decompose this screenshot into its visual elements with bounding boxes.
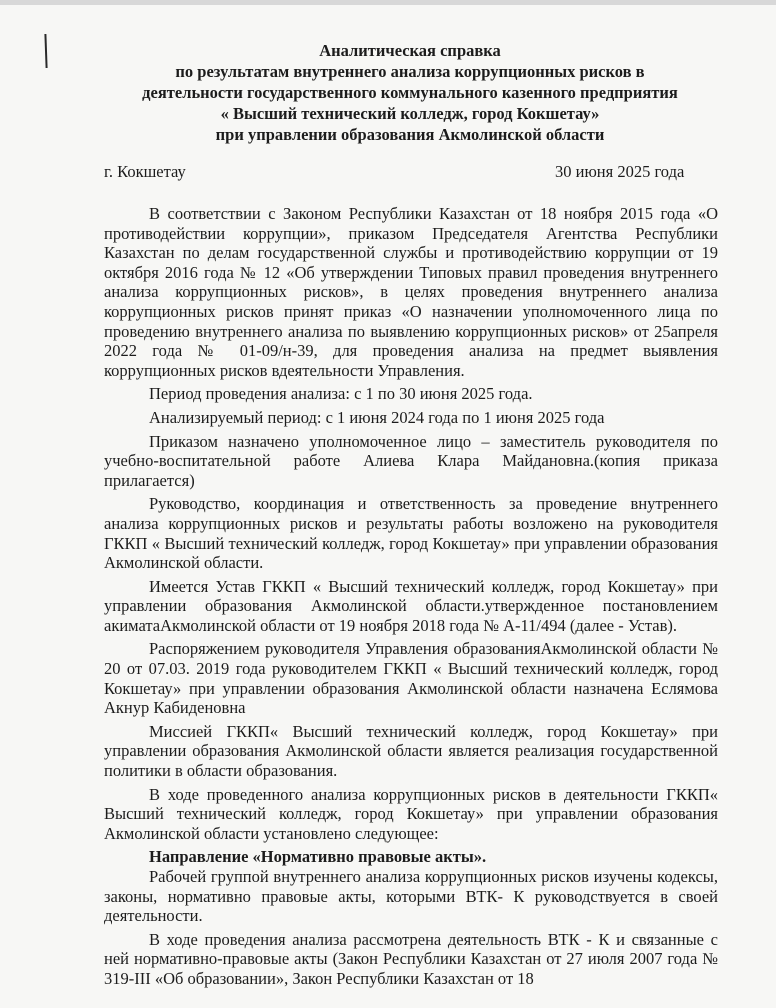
title-line-5: при управлении образования Акмолинской области [215,125,605,144]
paragraph-legal-basis: В соответствии с Законом Республики Казахстан от 18 ноября 2015 года «О противодействии коррупции», приказом Председателя Агентства Республики Казахстан по делам государственной службы и противодействию коррупции от 19 октября 2016 года № 12 «Об утверждении Типовых правил проведения внутреннего анализа коррупционных рисков», в целях проведения внутреннего анализа коррупционных рисков принят приказ «О назначении уполномоченного лица по проведению внутреннего анализа по выявлению коррупционных рисков» от 25апреля 2022 года № 01-09/н-39, для проведения анализа на предмет выявления коррупционных рисков вдеятельности Управления. [104,204,718,380]
paragraph-authorized-person: Приказом назначено уполномоченное лицо – заместитель руководителя по учебно-воспитательной работе Алиева Клара Майдановна.(копия приказа прилагается) [104,431,718,490]
section-heading-legal-acts: Направление «Нормативно правовые акты». [149,847,487,867]
document-date: 30 июня 2025 года [555,162,685,181]
paragraph-responsibility: Руководство, координация и ответственность за проведение внутреннего анализа коррупционных рисков и результаты работы возложено на руководителя ГККП « Высший технический колледж, город Кокшетау» при управлении образования Акмолинской области. [104,494,718,573]
document-place: г. Кокшетау [104,162,186,181]
title-line-3: деятельности государственного коммунального казенного предприятия [142,83,678,102]
paragraph-mission: Миссией ГККП« Высший технический колледж, город Кокшетау» при управлении образования Акмолинской области является реализация государственной политики в области образования. [104,721,718,781]
paragraph-working-group: Рабочей группой внутреннего анализа коррупционных рисков изучены кодексы, законы, нормативно правовые акты, которыми ВТК- К руководствуется в своей деятельности. [104,867,718,926]
paragraph-findings-intro: В ходе проведенного анализа коррупционных рисков в деятельности ГККП« Высший технический колледж, город Кокшетау» при управлении образования Акмолинской области установлено следующее: [104,784,718,843]
paragraph-director-appointment: Распоряжением руководителя Управления образованияАкмолинской области № 20 от 07.03. 2019 года руководителем ГККП « Высший технический колледж, город Кокшетау» при управлении образования Акмолинской области назначена Еслямова Акнур Кабиденовна [104,639,718,718]
paragraph-charter: Имеется Устав ГККП « Высший технический колледж, город Кокшетау» при управлении образования Акмолинской области.утвержденное постановлением акиматаАкмолинской области от 19 ноября 2018 года № А-11/494 (далее - Устав). [104,576,718,635]
title-line-1: Аналитическая справка [319,41,501,60]
scan-edge [0,0,776,5]
paragraph-review: В ходе проведения анализа рассмотрена деятельность ВТК - К и связанные с ней нормативно-правовые акты (Закон Республики Казахстан от 27 июля 2007 года № 319-III «Об образовании», Закон Республики Казахстан от 18 [104,929,718,988]
paragraph-analysis-period: Период проведения анализа: с 1 по 30 июня 2025 года. [149,384,533,404]
document-title [90,40,730,145]
document-body [104,204,718,993]
title-line-4: « Высший технический колледж, город Кокшетау» [220,104,600,123]
paragraph-analyzed-period: Анализируемый период: с 1 июня 2024 года по 1 июня 2025 года [149,407,605,427]
title-line-2: по результатам внутреннего анализа коррупционных рисков в [175,62,645,81]
handwritten-mark [44,34,47,68]
